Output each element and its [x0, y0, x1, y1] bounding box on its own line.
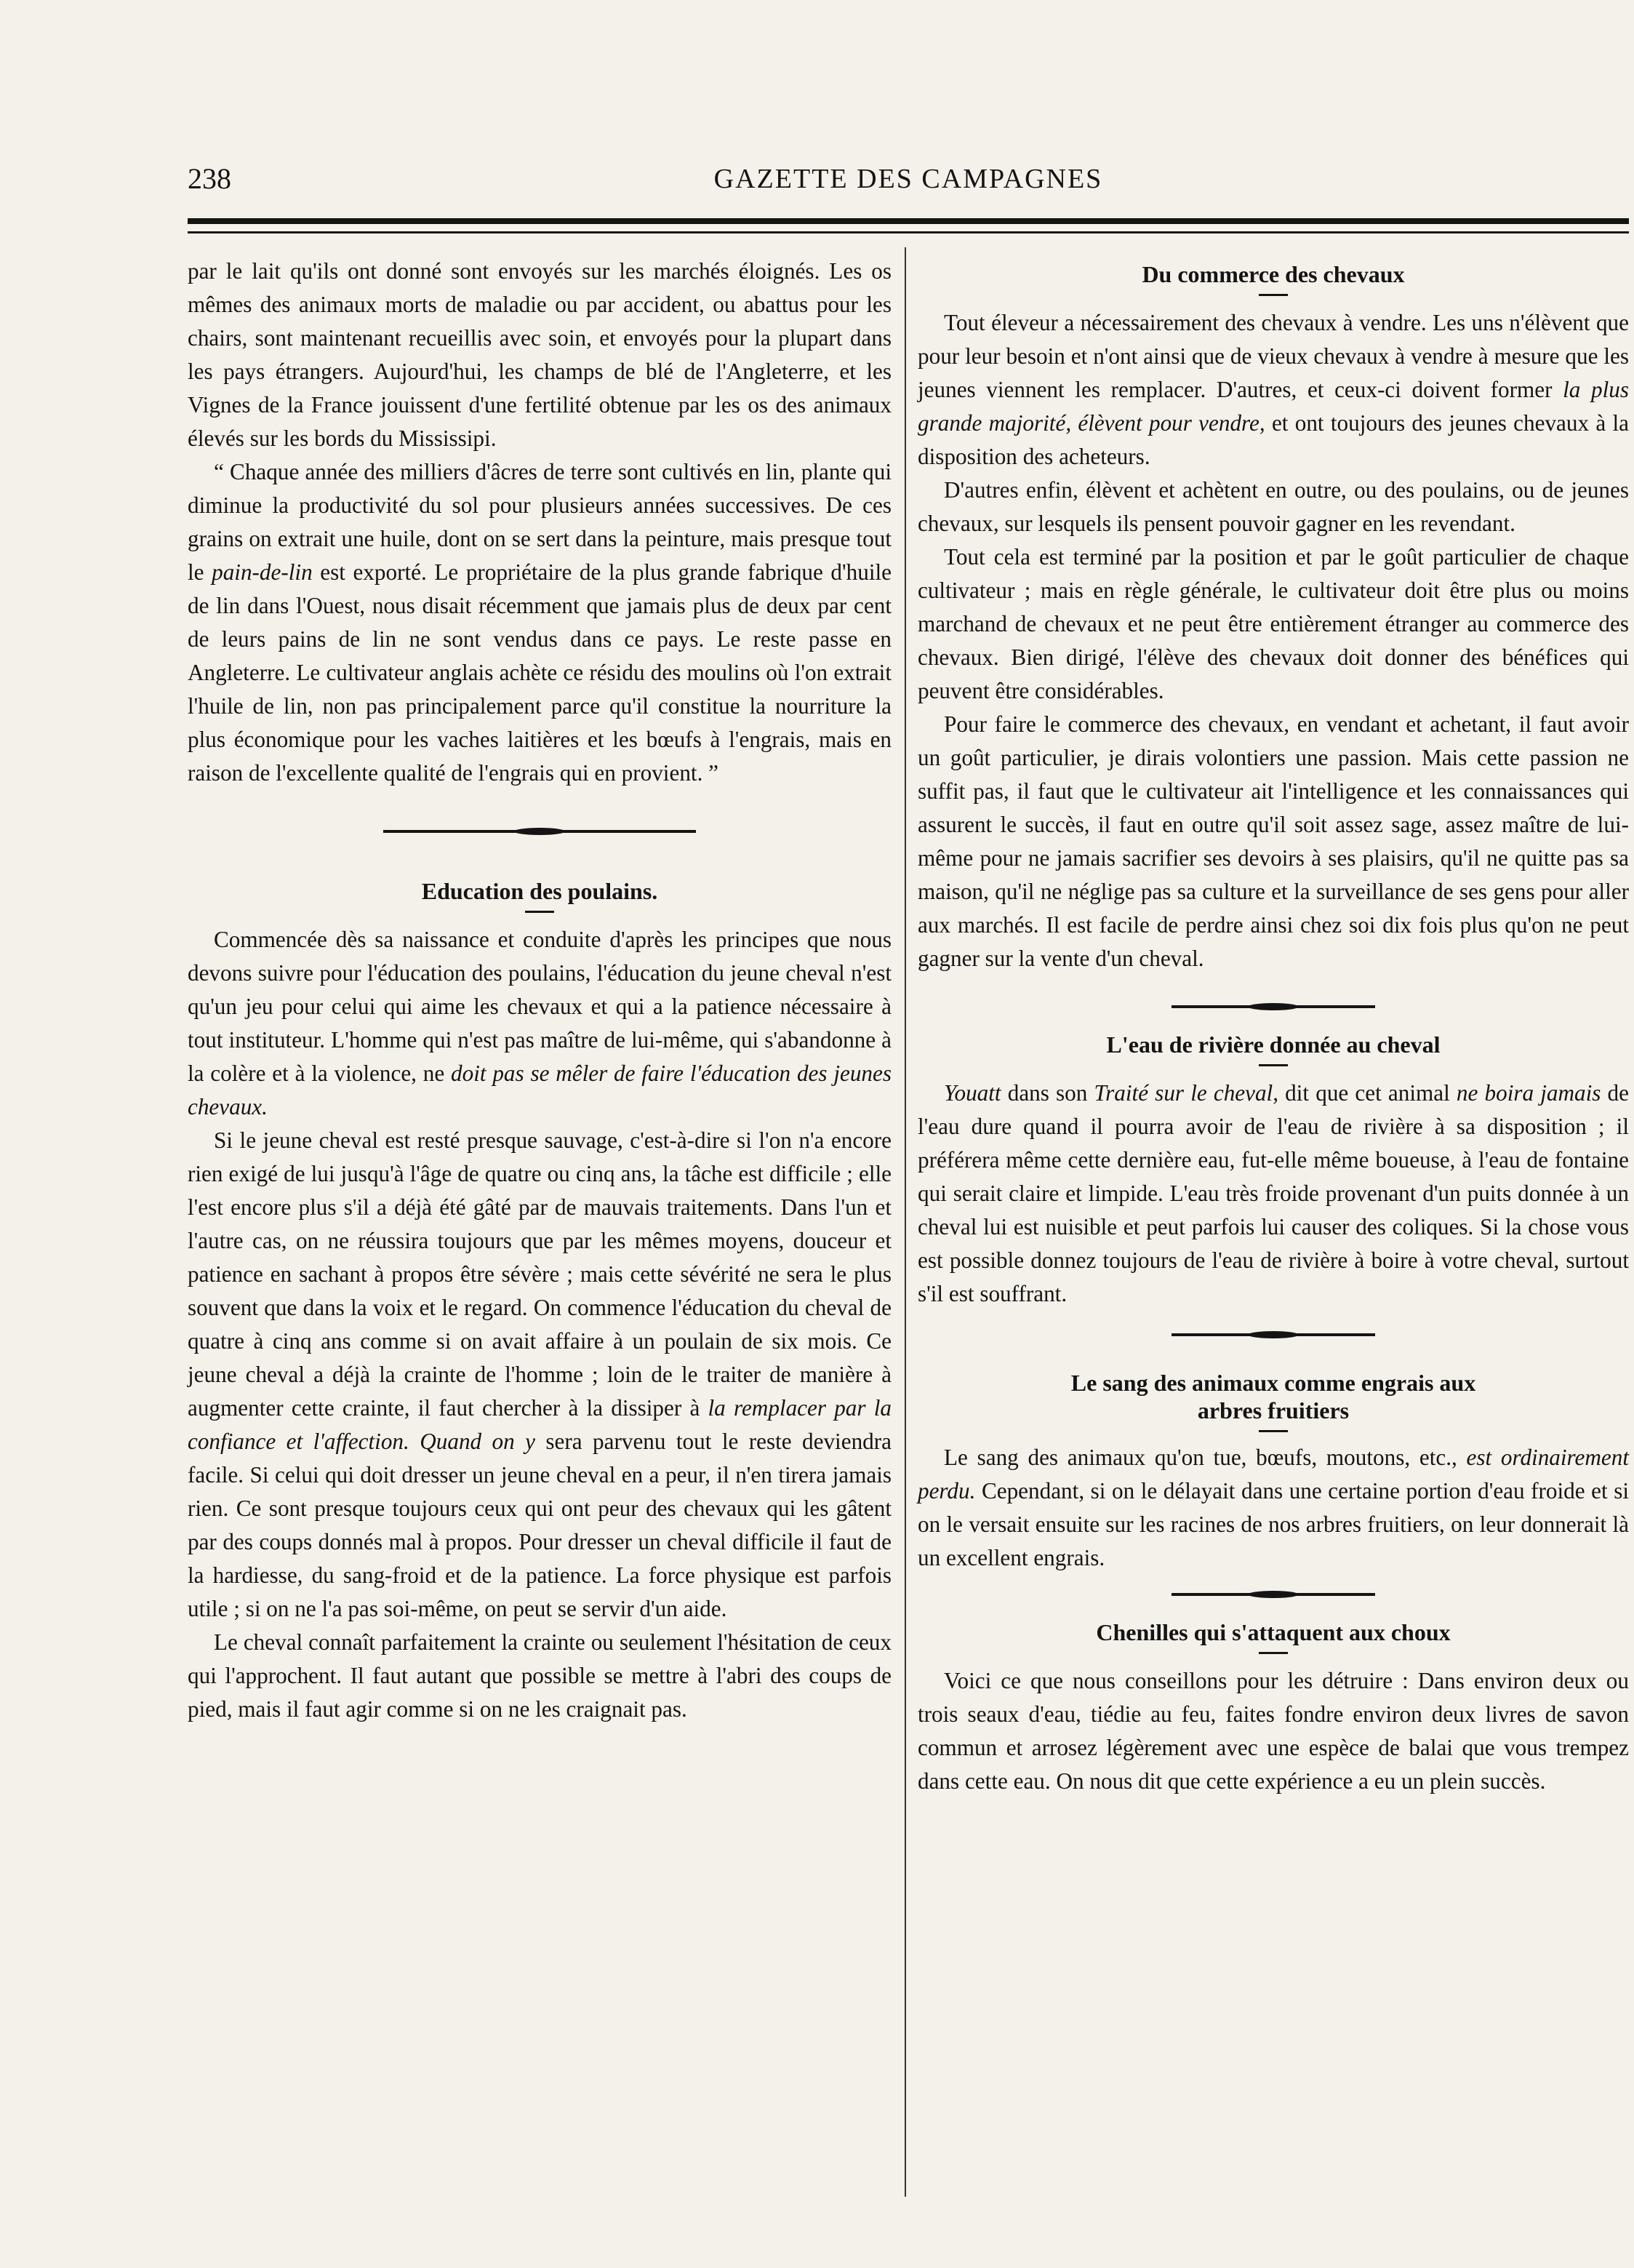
page-header	[188, 161, 1629, 205]
paragraph	[188, 923, 892, 1124]
paragraph	[188, 1124, 892, 1626]
emphasis: doit pas se mêler de faire l'éducation des jeunes chevaux.	[188, 1061, 892, 1119]
emphasis: ne boira jamais	[1456, 1080, 1601, 1106]
section-title-eau: L'eau de rivière donnée au cheval	[1106, 1031, 1441, 1058]
title-line: Le sang des animaux comme engrais aux	[1070, 1370, 1476, 1396]
section-title-sang	[918, 1369, 1629, 1424]
title-dash	[1259, 294, 1288, 296]
section-ornament	[1172, 1333, 1375, 1337]
header-rule-thick	[188, 218, 1629, 224]
paragraph: Voici ce que nous conseillons pour les détruire : Dans environ deux ou trois seaux d'eau, tiédie au feu, faites fondre environ deux livres de savon commun et arrosez légèrement avec une espèce de balai que vous trempez dans cette eau. On nous dit que cette expérience a eu un plein succès.	[918, 1668, 1629, 1794]
emphasis: la remplacer par la confiance et l'affection. Quand on y	[188, 1395, 892, 1454]
page-number: 238	[188, 162, 231, 195]
journal-title: GAZETTE DES CAMPAGNES	[713, 164, 1103, 194]
left-column	[188, 255, 892, 1726]
paragraph	[918, 1441, 1629, 1575]
text-run: de l'eau dure quand il pourra avoir de l'eau de rivière à sa disposition ; il préférera même cette dernière eau, fut-elle même boueuse, à l'eau de fontaine qui serait claire et limpide. L'eau très froide provenant d'un puits donnée à un cheval lui est nuisible et peut parfois lui causer des coliques. Si la chose vous est possible donnez toujours de l'eau de rivière à boire à votre cheval, surtout s'il est souffrant.	[918, 1080, 1629, 1306]
paragraph: Pour faire le commerce des chevaux, en vendant et achetant, il faut avoir un goût particulier, je dirais volontiers une passion. Mais cette passion ne suffit pas, il faut que le cultivateur ait l'intelligence et les connaissances qui assurent le succès, il faut en outre qu'il soit assez sage, assez maître de lui-même pour ne jamais sacrifier ses devoirs à ses plaisirs, qu'il ne quitte pas sa maison, qu'il ne néglige pas sa culture et la surveillance de ses gens pour aller aux marchés. Il est facile de perdre ainsi chez soi dix fois plus qu'on ne peut gagner sur la vente d'un cheval.	[918, 711, 1629, 971]
text-run: et ont toujours des jeunes chevaux à la disposition des acheteurs.	[918, 410, 1629, 469]
paragraph: Tout cela est terminé par la position et par le goût particulier de chaque cultivateur ; mais en règle générale, le cultivateur doit être plus ou moins marchand de chevaux et ne peut être entièrement étranger au commerce des chevaux. Bien dirigé, l'élève des chevaux doit donner des bénéfices qui peuvent être considérables.	[918, 544, 1629, 703]
title-dash	[525, 911, 554, 913]
section-ornament	[1172, 1005, 1375, 1009]
section-ornament	[1172, 1592, 1375, 1597]
column-divider	[905, 247, 906, 2197]
paragraph: par le lait qu'ils ont donné sont envoyés sur les marchés éloignés. Les os mêmes des animaux morts de maladie ou par accident, ou abattus pour les chairs, sont maintenant recueillis avec soin, et envoyés pour la plupart dans les pays étrangers. Aujourd'hui, les champs de blé de l'Angleterre, et les Vignes de la France jouissent d'une fertilité obtenue par les os des animaux élevés sur les bords du Mississipi.	[188, 258, 892, 451]
emphasis: Youatt	[944, 1080, 1001, 1106]
right-column	[918, 255, 1629, 1798]
text-run: est exporté. Le propriétaire de la plus grande fabrique d'huile de lin dans l'Ouest, nous disait récemment que jamais plus de deux par cent de leurs pains de lin ne sont vendus dans ce pays. Le reste passe en Angleterre. Le cultivateur anglais achète ce résidu des moulins où l'on extrait l'huile de lin, non pas principalement parce qu'il constitue la nourriture la plus économique pour les vaches laitières et les bœufs à l'engrais, mais en raison de l'excellente qualité de l'engrais qui en provient. ”	[188, 559, 892, 786]
paragraph	[918, 1077, 1629, 1311]
emphasis: pain-de-lin	[212, 559, 313, 585]
title-line: arbres fruitiers	[1197, 1397, 1350, 1424]
quote-paragraph	[188, 455, 892, 790]
text-run: Si le jeune cheval est resté presque sauvage, c'est-à-dire si l'on n'a encore rien exigé de lui jusqu'à l'âge de quatre ou cinq ans, la tâche est difficile ; elle l'est encore plus s'il a déjà été gâté par de mauvais traitements. Dans l'un et l'autre cas, on ne réussira toujours que par les mêmes moyens, douceur et patience en sachant à propos être sévère ; mais cette sévérité ne sera le plus souvent que dans la voix et le regard. On commence l'éducation du cheval de quatre à cinq ans comme si on avait affaire à un poulain de six mois. Ce jeune cheval a déjà la crainte de l'homme ; loin de le traiter de manière à augmenter cette crainte, il faut chercher à la dissiper à	[188, 1127, 892, 1421]
paragraph: Le cheval connaît parfaitement la crainte ou seulement l'hésitation de ceux qui l'approchent. Il faut autant que possible se mettre à l'abri des coups de pied, mais il faut agir comme si on ne les craignait pas.	[188, 1629, 892, 1722]
text-run: dans son	[1001, 1080, 1094, 1106]
title-dash	[1259, 1064, 1288, 1066]
title-dash	[1259, 1652, 1288, 1654]
text-run: Cependant, si on le délayait dans une certaine portion d'eau froide et si on le versait ensuite sur les racines de nos arbres fruitiers, on leur donnerait là un excellent engrais.	[918, 1478, 1629, 1570]
text-run: “ Chaque année des milliers d'âcres de terre sont cultivés en lin, plante qui diminue la productivité du sol pour plusieurs années successives. De ces grains on extrait une huile, dont on se sert dans la peinture, mais presque tout le	[188, 459, 892, 585]
text-run: Tout éleveur a nécessairement des chevaux à vendre. Les uns n'élèvent que pour leur besoin et n'ont ainsi que de vieux chevaux à vendre à mesure que les jeunes viennent les remplacer. D'autres, et ceux-ci doivent former	[918, 310, 1629, 402]
text-run: dit que cet animal	[1278, 1080, 1457, 1106]
emphasis: la plus grande majorité, élèvent pour vendre,	[918, 377, 1629, 436]
text-run: sera parvenu tout le reste deviendra facile. Si celui qui doit dresser un jeune cheval en a peur, il n'en tirera jamais rien. Ce sont presque toujours ceux qui ont peur des chevaux qui les gâtent par des coups donnés mal à propos. Pour dresser un cheval difficile il faut de la hardiesse, du sang-froid et de la patience. La force physique est parfois utile ; si on ne l'a pas soi-même, on peut se servir d'un aide.	[188, 1429, 892, 1621]
title-dash	[1259, 1430, 1288, 1432]
section-title-chenilles: Chenilles qui s'attaquent aux choux	[1096, 1619, 1451, 1645]
emphasis: est ordinairement perdu.	[918, 1445, 1629, 1504]
emphasis: Traité sur le cheval,	[1094, 1080, 1279, 1106]
section-title-commerce: Du commerce des chevaux	[1142, 261, 1405, 287]
section-title-education: Education des poulains.	[421, 878, 658, 904]
paragraph	[918, 306, 1629, 474]
text-run: Commencée dès sa naissance et conduite d'après les principes que nous devons suivre pour l'éducation des poulains, l'éducation du jeune cheval n'est qu'un jeu pour celui qui aime les chevaux et qui a la patience nécessaire à tout instituteur. L'homme qui n'est pas maître de lui-même, qui s'abandonne à la colère et à la violence, ne	[188, 927, 892, 1086]
section-ornament	[383, 829, 696, 834]
header-rule-thin	[188, 231, 1629, 233]
text-run: Le sang des animaux qu'on tue, bœufs, moutons, etc.,	[944, 1445, 1467, 1470]
paragraph: D'autres enfin, élèvent et achètent en outre, ou des poulains, ou de jeunes chevaux, sur lesquels ils pensent pouvoir gagner en les revendant.	[918, 477, 1629, 536]
